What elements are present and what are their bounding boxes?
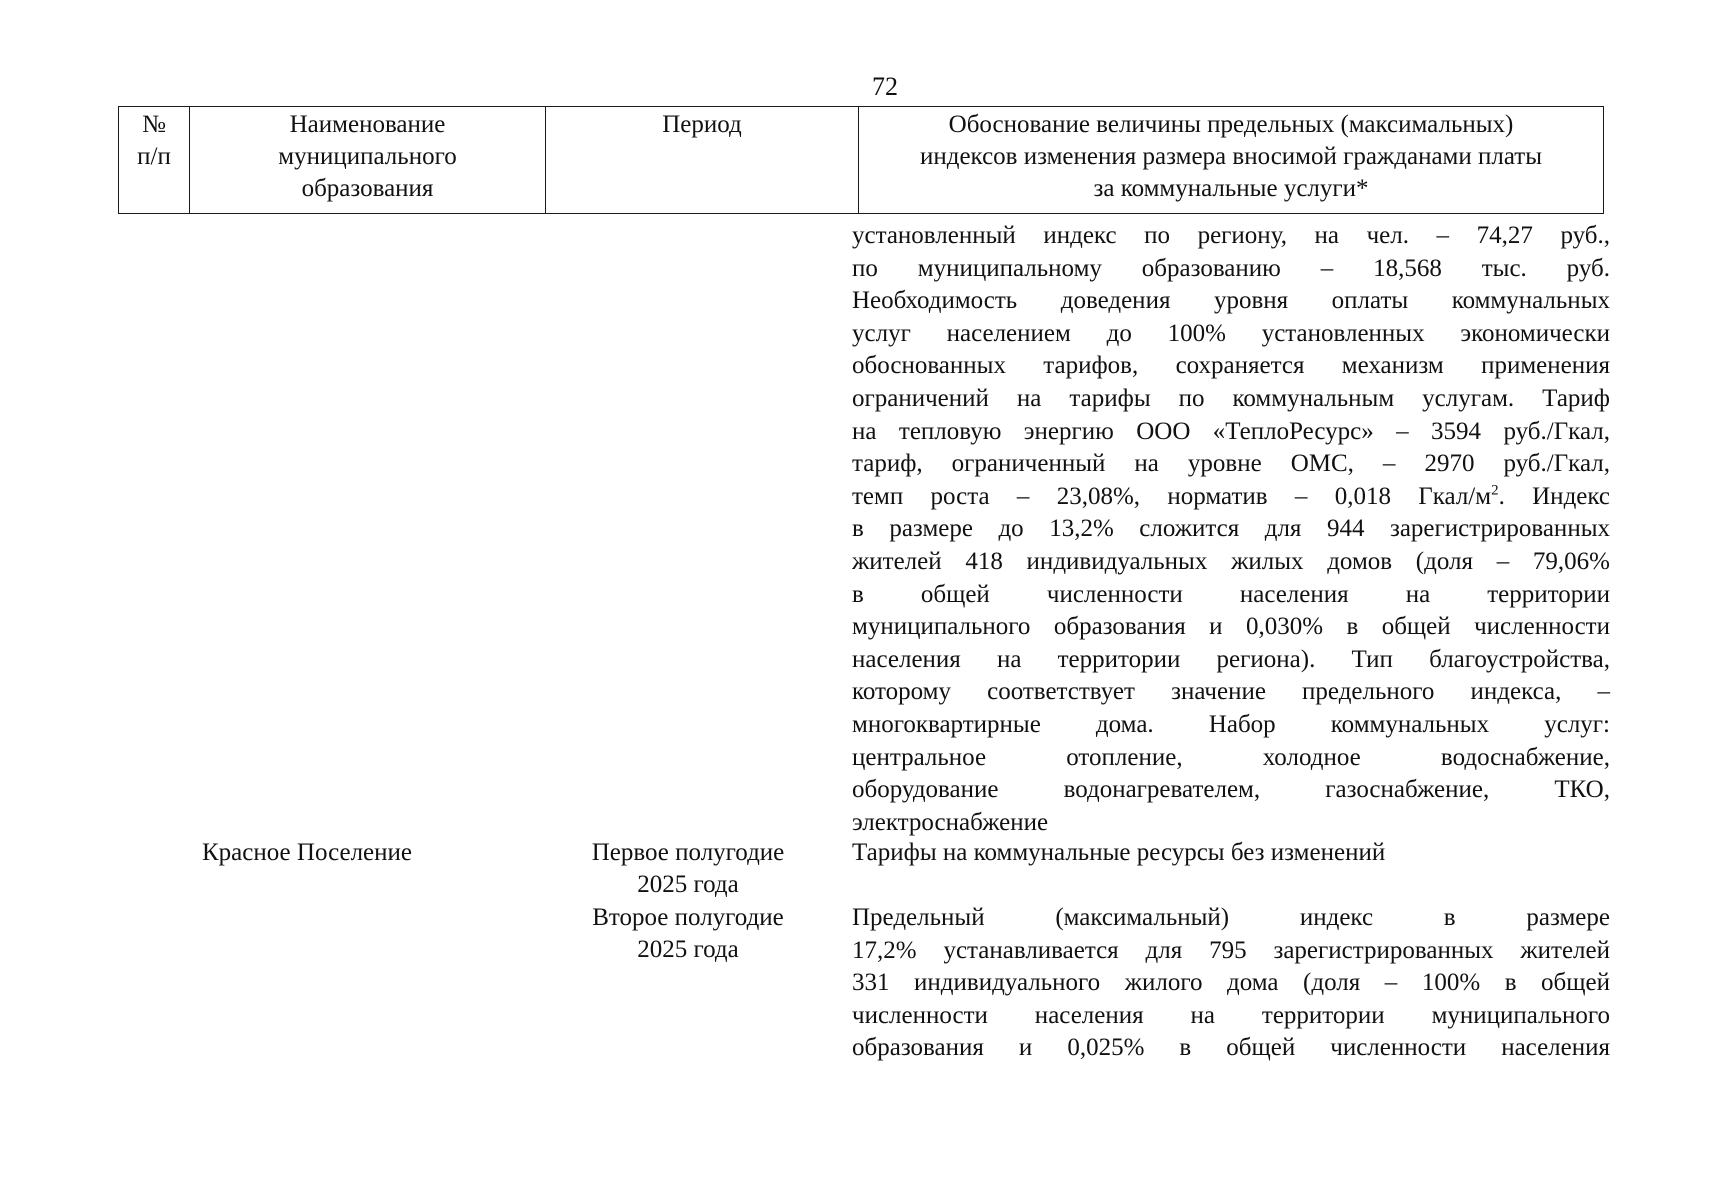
paragraph-line: образования и 0,025% в общей численности населения <box>852 1034 1610 1062</box>
header-number-line: п/п <box>137 143 171 170</box>
paragraph-line: 17,2% устанавливается для 795 зарегистрированных жителей <box>852 936 1610 964</box>
period-second-half-paragraph <box>852 902 1610 1065</box>
header-justification-cell <box>859 107 1604 214</box>
paragraph-line: которому соответствует значение предельного индекса, – <box>852 678 1610 706</box>
paragraph-line: в общей численности населения на территории <box>852 580 1610 608</box>
period-line: Второе полугодие <box>592 904 784 931</box>
paragraph-line: на тепловую энергию ООО «ТеплоРесурс» – 3594 руб./Гкал, <box>852 417 1610 445</box>
period-first-half-note: Тарифы на коммунальные ресурсы без изменений <box>852 839 1386 866</box>
header-name-line: муниципального <box>278 143 457 170</box>
paragraph-line: обоснованных тарифов, сохраняется механизм применения <box>852 352 1610 380</box>
paragraph-line: населения на территории региона). Тип благоустройства, <box>852 645 1610 673</box>
paragraph-line: электроснабжение <box>852 808 1049 836</box>
header-justification-line: индексов изменения размера вносимой гражданами платы <box>919 143 1543 170</box>
period-line: 2025 года <box>637 871 739 898</box>
table-header-row <box>119 107 1604 214</box>
paragraph-line: муниципального образования и 0,030% в общей численности <box>852 613 1610 641</box>
paragraph-line: установленный индекс по региону, на чел. – 74,27 руб., <box>852 222 1610 249</box>
period-first-half <box>548 837 828 901</box>
header-justification-line: за коммунальные услуги* <box>1093 175 1369 202</box>
paragraph-line: в размере до 13,2% сложится для 944 зарегистрированных <box>852 515 1610 543</box>
paragraph-line: численности населения на территории муниципального <box>852 1001 1610 1029</box>
header-name-line: Наименование <box>289 111 446 138</box>
paragraph-line: 331 индивидуального жилого дома (доля – 100% в общей <box>852 969 1610 997</box>
paragraph-line-head: темп роста – 23,08%, норматив – 0,018 Гкал/м <box>852 482 1492 510</box>
header-name-cell <box>190 107 546 214</box>
paragraph-line: многоквартирные дома. Набор коммунальных услуг: <box>852 710 1610 738</box>
paragraph-line: Необходимость доведения уровня оплаты коммунальных <box>852 287 1610 315</box>
header-number-cell <box>119 107 190 214</box>
header-number-line: № <box>142 111 166 138</box>
period-second-half <box>548 902 828 966</box>
period-line: 2025 года <box>637 936 739 963</box>
superscript: 2 <box>1491 482 1499 499</box>
period-line: Первое полугодие <box>591 839 785 866</box>
table-header <box>118 106 1604 214</box>
continuation-paragraph <box>852 220 1610 839</box>
paragraph-line: центральное отопление, холодное водоснабжение, <box>852 743 1610 771</box>
header-period-cell <box>546 107 859 214</box>
paragraph-line: по муниципальному образованию – 18,568 тыс. руб. <box>852 254 1610 282</box>
paragraph-line: оборудование водонагревателем, газоснабжение, ТКО, <box>852 776 1610 804</box>
header-name-line: образования <box>301 175 434 202</box>
paragraph-line: услуг населением до 100% установленных экономически <box>852 319 1610 347</box>
page-number: 72 <box>872 72 898 101</box>
paragraph-line: тариф, ограниченный на уровне ОМС, – 2970 руб./Гкал, <box>852 450 1610 478</box>
municipality-name: Красное Поселение <box>202 839 412 866</box>
header-period-line: Период <box>662 111 742 138</box>
paragraph-line: жителей 418 индивидуальных жилых домов (доля – 79,06% <box>852 547 1610 575</box>
paragraph-line: ограничений на тарифы по коммунальным услугам. Тариф <box>852 384 1610 412</box>
paragraph-line-tail: . Индекс <box>1498 482 1610 510</box>
paragraph-line: Предельный (максимальный) индекс в размере <box>852 904 1610 931</box>
paragraph-line-with-superscript <box>852 481 1610 514</box>
header-justification-line: Обоснование величины предельных (максимальных) <box>948 111 1514 138</box>
